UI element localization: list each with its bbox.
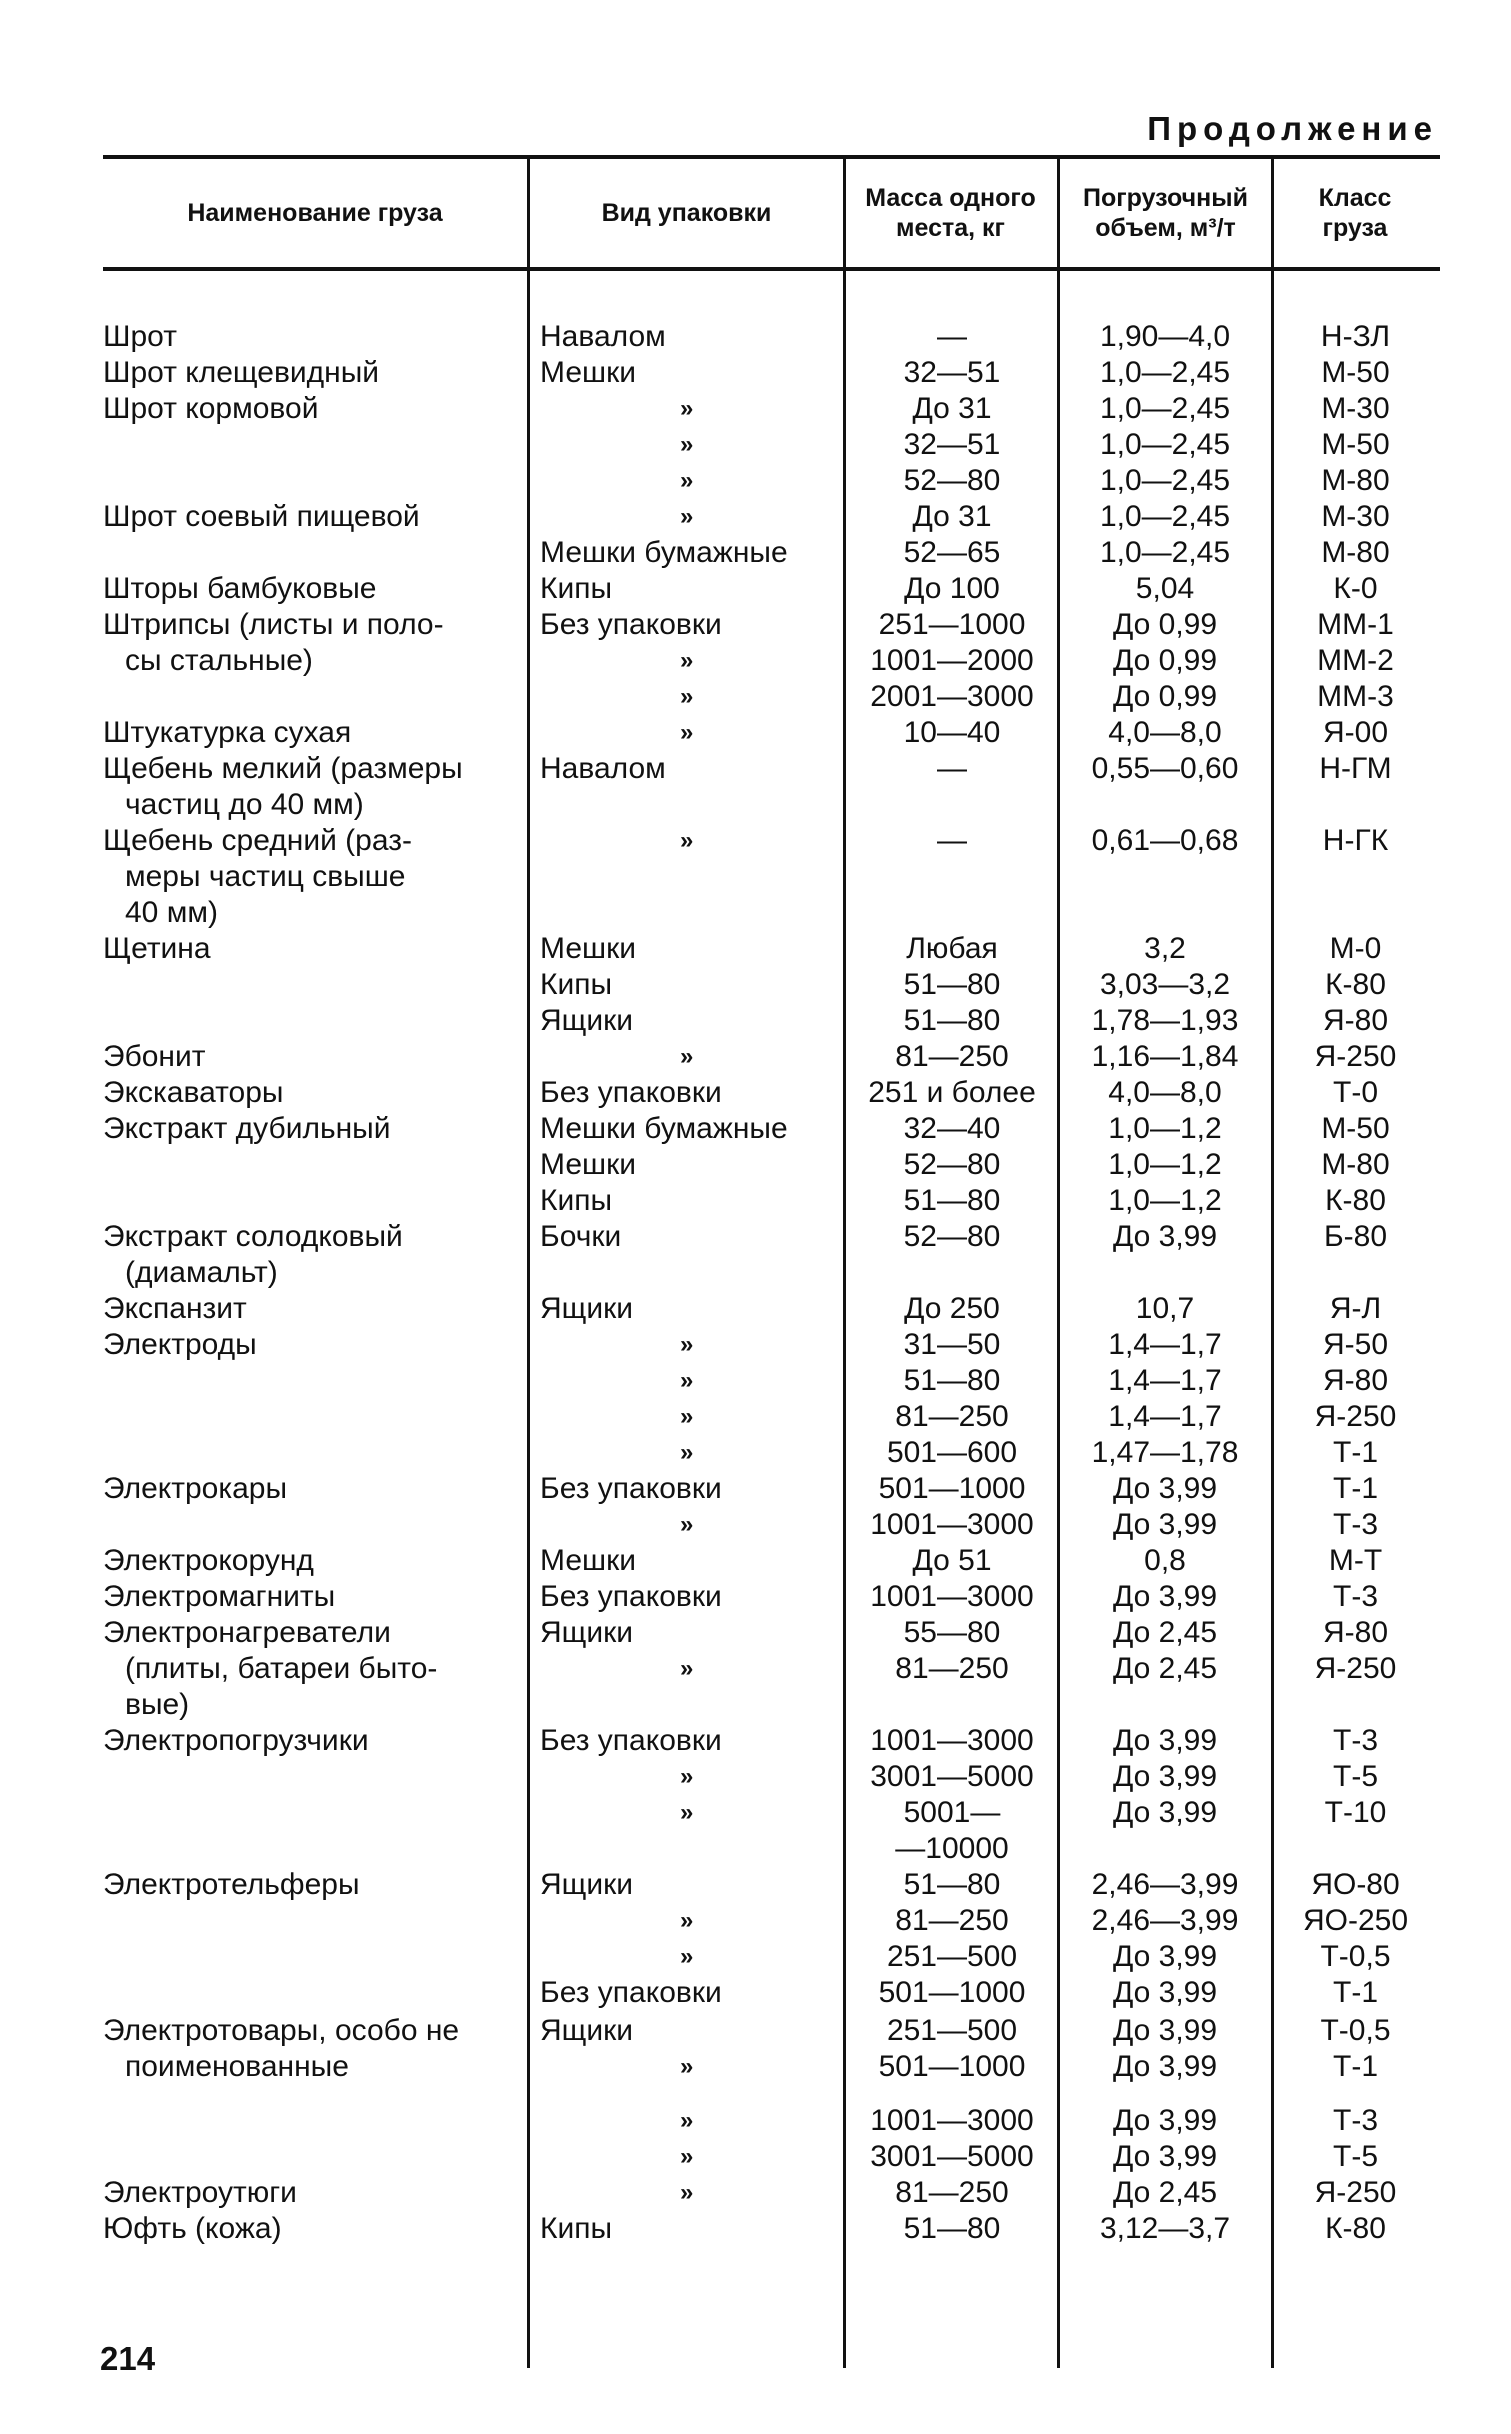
cell-class: М-80 [1321, 464, 1390, 497]
cell-class: Т-3 [1333, 2104, 1378, 2137]
cell-volume: До 3,99 [1112, 1580, 1218, 1613]
cell-class: М-30 [1321, 392, 1390, 425]
cell-pack: » [680, 827, 694, 854]
cell-volume: 1,0—2,45 [1099, 536, 1231, 569]
cell-class: ММ-3 [1317, 680, 1394, 713]
cell-name: сы стальные) [125, 644, 313, 677]
cell-pack: » [680, 1655, 694, 1682]
cell-name: Электромагниты [103, 1580, 336, 1613]
cell-mass: 501—600 [886, 1436, 1018, 1469]
cell-volume: 1,4—1,7 [1108, 1364, 1222, 1397]
cell-pack: Кипы [540, 1184, 613, 1217]
cell-pack: Без упаковки [540, 1472, 722, 1505]
cell-class: Т-0 [1333, 1076, 1378, 1109]
cell-volume: 1,0—1,2 [1108, 1148, 1222, 1181]
cell-mass: 1001—3000 [870, 1508, 1034, 1541]
cell-name: Шрот кормовой [103, 392, 319, 425]
cell-class: М-50 [1321, 1112, 1390, 1145]
cell-mass: 81—250 [895, 1904, 1009, 1937]
cell-pack: Без упаковки [540, 1976, 722, 2009]
cell-pack: » [680, 1043, 694, 1070]
cell-mass: 5001— [903, 1796, 1001, 1829]
cell-volume: 4,0—8,0 [1108, 1076, 1222, 1109]
cell-pack: Кипы [540, 572, 613, 605]
cell-volume: 1,0—2,45 [1099, 356, 1231, 389]
cell-volume: 1,0—2,45 [1099, 392, 1231, 425]
cell-class: Н-ГК [1322, 824, 1389, 857]
cell-name: 40 мм) [125, 896, 218, 929]
cell-name [103, 679, 508, 715]
cell-name: Шторы бамбуковые [103, 572, 377, 605]
cell-class [1273, 787, 1438, 823]
cell-name: вые) [125, 1688, 190, 1721]
cell-name: Электронагреватели [103, 1616, 391, 1649]
cell-name [103, 427, 508, 463]
cell-mass: 501—1000 [878, 2050, 1026, 2083]
cell-pack [540, 1255, 845, 1291]
cell-class [1273, 859, 1438, 895]
cell-mass: 81—250 [895, 2176, 1009, 2209]
cell-name: Экстракт солодковый [103, 1220, 403, 1253]
column-divider [527, 158, 530, 2368]
cell-volume [1059, 859, 1271, 895]
cell-volume: До 0,99 [1112, 680, 1218, 713]
cell-volume: 3,12—3,7 [1099, 2212, 1231, 2245]
cell-mass: 1001—3000 [870, 2104, 1034, 2137]
cell-name: поименованные [125, 2050, 349, 2083]
cell-pack: » [680, 1511, 694, 1538]
cell-volume: До 3,99 [1112, 1508, 1218, 1541]
header-bottom-rule [103, 267, 1440, 271]
cell-name [103, 1363, 508, 1399]
cell-name [103, 1507, 508, 1543]
cell-class: Я-250 [1314, 1652, 1397, 1685]
cell-class: М-80 [1321, 536, 1390, 569]
cell-mass: 251—500 [886, 1940, 1018, 1973]
cell-volume: 4,0—8,0 [1108, 716, 1222, 749]
cell-name: Электротовары, особо не [103, 2014, 460, 2047]
cell-volume: 1,0—2,45 [1099, 428, 1231, 461]
cell-pack: Мешки [540, 356, 636, 389]
cell-name: Электрокорунд [103, 1544, 314, 1577]
cell-class: Т-0,5 [1320, 2014, 1391, 2047]
cell-mass: До 31 [912, 392, 992, 425]
cell-class: М-Т [1328, 1544, 1383, 1577]
cell-volume: 1,4—1,7 [1108, 1328, 1222, 1361]
cell-mass [846, 859, 1058, 895]
cell-mass: — [937, 824, 967, 857]
cell-name: Экспанзит [103, 1292, 247, 1325]
cell-class: К-80 [1325, 2212, 1386, 2245]
cell-name: Электроутюги [103, 2176, 297, 2209]
cell-pack: » [680, 2143, 694, 2170]
cell-mass: 251—1000 [878, 608, 1026, 641]
cell-name [103, 967, 508, 1003]
cell-mass: 52—80 [903, 464, 1001, 497]
cell-pack: » [680, 2107, 694, 2134]
cell-name: Юфть (кожа) [103, 2212, 282, 2245]
cell-pack: » [680, 467, 694, 494]
cell-volume [1059, 1255, 1271, 1291]
cell-volume: До 3,99 [1112, 2140, 1218, 2173]
cell-pack [540, 895, 845, 931]
cell-pack: » [680, 719, 694, 746]
table-top-rule [103, 155, 1440, 159]
cell-mass: 52—80 [903, 1148, 1001, 1181]
cell-pack: » [680, 503, 694, 530]
cell-pack: » [680, 1367, 694, 1394]
cell-name [103, 1399, 508, 1435]
cell-class: М-30 [1321, 500, 1390, 533]
cell-name: меры частиц свыше [125, 860, 406, 893]
cell-pack: » [680, 2179, 694, 2206]
cell-volume: До 0,99 [1112, 644, 1218, 677]
cell-mass: 55—80 [903, 1616, 1001, 1649]
cell-volume: 1,0—1,2 [1108, 1112, 1222, 1145]
cell-name [103, 2103, 508, 2139]
cell-volume: До 3,99 [1112, 1220, 1218, 1253]
cell-mass [846, 1255, 1058, 1291]
cell-name: Экстракт дубильный [103, 1112, 391, 1145]
cell-name [103, 1903, 508, 1939]
cell-class: Н-ЗЛ [1320, 320, 1391, 353]
cell-mass: 32—51 [903, 428, 1001, 461]
cell-name: Шрот клещевидный [103, 356, 380, 389]
cell-pack: Без упаковки [540, 1580, 722, 1613]
cell-class [1273, 1255, 1438, 1291]
cell-name: Щебень средний (раз- [103, 824, 412, 857]
cell-volume: 1,78—1,93 [1091, 1004, 1239, 1037]
cell-class: К-80 [1325, 1184, 1386, 1217]
cell-pack: Мешки бумажные [540, 1112, 788, 1145]
header-mass: Масса одного места, кг [865, 184, 1036, 242]
cell-volume: До 3,99 [1112, 1976, 1218, 2009]
cell-volume: 2,46—3,99 [1091, 1904, 1239, 1937]
cell-class [1273, 1687, 1438, 1723]
cell-mass: 52—65 [903, 536, 1001, 569]
cell-mass: До 100 [904, 572, 1000, 605]
cell-pack: Ящики [540, 1616, 633, 1649]
cell-name: Электроды [103, 1328, 257, 1361]
cell-class: Т-3 [1333, 1580, 1378, 1613]
cell-pack: Без упаковки [540, 1076, 722, 1109]
cell-class: Т-5 [1333, 1760, 1378, 1793]
cell-pack [540, 787, 845, 823]
cell-mass: 51—80 [903, 968, 1001, 1001]
cell-name [103, 1183, 508, 1219]
cell-volume: 0,61—0,68 [1091, 824, 1239, 857]
cell-name [103, 2139, 508, 2175]
cell-pack: Ящики [540, 2014, 633, 2047]
cell-volume: До 2,45 [1112, 1616, 1218, 1649]
cell-class: Я-80 [1322, 1616, 1389, 1649]
cell-volume: 1,0—2,45 [1099, 464, 1231, 497]
cell-mass: Любая [906, 932, 998, 965]
cell-volume [1059, 1831, 1271, 1867]
cell-volume: До 3,99 [1112, 1760, 1218, 1793]
cell-volume: 1,0—2,45 [1099, 500, 1231, 533]
cell-mass: 3001—5000 [870, 2140, 1034, 2173]
cell-class: М-80 [1321, 1148, 1390, 1181]
cell-name [103, 1759, 508, 1795]
cell-mass: 32—40 [903, 1112, 1001, 1145]
cell-mass: 31—50 [903, 1328, 1001, 1361]
cell-name [103, 1003, 508, 1039]
cell-volume: 0,55—0,60 [1091, 752, 1239, 785]
cell-pack: » [680, 1907, 694, 1934]
cell-name [103, 1975, 508, 2011]
cell-class: Я-Л [1329, 1292, 1382, 1325]
cell-name: (плиты, батареи быто- [125, 1652, 438, 1685]
cell-pack: Ящики [540, 1004, 633, 1037]
cell-pack: Ящики [540, 1292, 633, 1325]
cell-name: Электротельферы [103, 1868, 360, 1901]
cell-class: Т-1 [1333, 2050, 1378, 2083]
cell-mass: 251 и более [868, 1076, 1036, 1109]
cell-name [103, 1831, 508, 1867]
cell-class: М-0 [1329, 932, 1382, 965]
cell-name: Щетина [103, 932, 211, 965]
cell-class: К-80 [1325, 968, 1386, 1001]
cell-mass: 51—80 [903, 1004, 1001, 1037]
cell-volume: До 3,99 [1112, 1472, 1218, 1505]
cell-volume: 5,04 [1135, 572, 1195, 605]
cell-pack: » [680, 647, 694, 674]
cell-class: Б-80 [1323, 1220, 1388, 1253]
cell-class: Я-250 [1314, 1040, 1397, 1073]
cell-class: Т-3 [1333, 1508, 1378, 1541]
cell-pack: » [680, 1799, 694, 1826]
cell-pack: Бочки [540, 1220, 622, 1253]
cell-pack: Без упаковки [540, 608, 722, 641]
cell-pack: » [680, 2053, 694, 2080]
cell-mass: 51—80 [903, 1364, 1001, 1397]
cell-name: Экскаваторы [103, 1076, 284, 1109]
cell-pack: » [680, 683, 694, 710]
header-volume: Погрузочный объем, м³/т [1083, 184, 1248, 242]
cell-volume: 2,46—3,99 [1091, 1868, 1239, 1901]
cell-class [1273, 895, 1438, 931]
cell-volume: До 3,99 [1112, 2104, 1218, 2137]
cell-pack: Кипы [540, 2212, 613, 2245]
cell-class: Я-250 [1314, 1400, 1397, 1433]
cell-name [103, 1795, 508, 1831]
cell-class: ММ-1 [1317, 608, 1394, 641]
header-name: Наименование груза [187, 199, 443, 227]
cell-volume: До 3,99 [1112, 1724, 1218, 1757]
cell-mass: 1001—3000 [870, 1724, 1034, 1757]
cell-pack: Мешки [540, 1544, 636, 1577]
cell-volume: До 3,99 [1112, 1796, 1218, 1829]
cell-mass [846, 895, 1058, 931]
cell-mass: 52—80 [903, 1220, 1001, 1253]
cell-name: Штрипсы (листы и поло- [103, 608, 444, 641]
cell-mass: — [937, 752, 967, 785]
cell-mass: 1001—2000 [870, 644, 1034, 677]
cell-mass: 3001—5000 [870, 1760, 1034, 1793]
cell-class [1273, 1831, 1438, 1867]
cell-volume: 1,47—1,78 [1091, 1436, 1239, 1469]
cell-pack: » [680, 395, 694, 422]
cell-class: ЯО-80 [1311, 1868, 1400, 1901]
cell-class: Н-ГМ [1319, 752, 1392, 785]
cell-volume: До 3,99 [1112, 2014, 1218, 2047]
cell-class: Т-1 [1333, 1472, 1378, 1505]
cell-class: Т-5 [1333, 2140, 1378, 2173]
cell-pack: » [680, 1439, 694, 1466]
cell-pack: » [680, 1403, 694, 1430]
cell-name [103, 1435, 508, 1471]
cell-mass: 2001—3000 [870, 680, 1034, 713]
cell-volume: 10,7 [1135, 1292, 1195, 1325]
cell-volume [1059, 787, 1271, 823]
cell-name [103, 463, 508, 499]
cell-name: Эбонит [103, 1040, 206, 1073]
cell-volume: 3,2 [1144, 932, 1186, 965]
cell-pack [540, 859, 845, 895]
cell-class: М-50 [1321, 356, 1390, 389]
cell-name [103, 1939, 508, 1975]
cell-volume: 1,4—1,7 [1108, 1400, 1222, 1433]
cell-volume: До 2,45 [1112, 2176, 1218, 2209]
cell-pack: Без упаковки [540, 1724, 722, 1757]
cell-pack: Ящики [540, 1868, 633, 1901]
cell-class: Т-1 [1333, 1436, 1378, 1469]
cell-pack: Мешки бумажные [540, 536, 788, 569]
cell-mass [846, 787, 1058, 823]
cell-mass: 81—250 [895, 1400, 1009, 1433]
cell-volume: До 3,99 [1112, 2050, 1218, 2083]
cell-volume: До 0,99 [1112, 608, 1218, 641]
cell-name: Щебень мелкий (размеры [103, 752, 463, 785]
header-pack: Вид упаковки [601, 199, 772, 227]
cell-class: М-50 [1321, 428, 1390, 461]
cell-pack: » [680, 1763, 694, 1790]
page-number: 214 [100, 2340, 156, 2377]
cell-name: (диамальт) [125, 1256, 278, 1289]
cell-pack: » [680, 1331, 694, 1358]
cell-name: частиц до 40 мм) [125, 788, 364, 821]
header-class: Класс груза [1318, 184, 1392, 242]
cell-class: Т-10 [1324, 1796, 1387, 1829]
cell-mass: До 31 [912, 500, 992, 533]
cell-pack [540, 1831, 845, 1867]
continuation-label: Продолжение [1147, 110, 1438, 147]
cell-volume [1059, 895, 1271, 931]
cell-name [103, 1147, 508, 1183]
cell-pack [540, 1687, 845, 1723]
cell-class: Я-00 [1322, 716, 1389, 749]
cell-name [103, 535, 508, 571]
cell-class: Я-50 [1322, 1328, 1389, 1361]
cell-class: Я-80 [1322, 1364, 1389, 1397]
cell-class: Т-1 [1333, 1976, 1378, 2009]
cell-pack: » [680, 431, 694, 458]
cell-class: Я-80 [1322, 1004, 1389, 1037]
cell-class: Я-250 [1314, 2176, 1397, 2209]
cell-mass [846, 1687, 1058, 1723]
cell-volume: До 3,99 [1112, 1940, 1218, 1973]
cell-volume: 1,16—1,84 [1091, 1040, 1239, 1073]
cell-mass: 81—250 [895, 1040, 1009, 1073]
cell-pack: Кипы [540, 968, 613, 1001]
cell-mass: 10—40 [903, 716, 1001, 749]
cell-name: Шрот соевый пищевой [103, 500, 420, 533]
cell-class: ЯО-250 [1302, 1904, 1409, 1937]
cell-class: Т-3 [1333, 1724, 1378, 1757]
cell-mass: —10000 [895, 1832, 1009, 1865]
cell-pack: » [680, 1943, 694, 1970]
cell-class: К-0 [1333, 572, 1378, 605]
cell-mass: — [937, 320, 967, 353]
cell-mass: 501—1000 [878, 1472, 1026, 1505]
cell-name: Штукатурка сухая [103, 716, 352, 749]
cell-class: ММ-2 [1317, 644, 1394, 677]
cell-volume: До 2,45 [1112, 1652, 1218, 1685]
cell-volume: 3,03—3,2 [1099, 968, 1231, 1001]
cell-pack: Навалом [540, 320, 666, 353]
cell-volume: 1,90—4,0 [1099, 320, 1231, 353]
cell-name: Электропогрузчики [103, 1724, 369, 1757]
cell-mass: 81—250 [895, 1652, 1009, 1685]
cell-class: Т-0,5 [1320, 1940, 1391, 1973]
cell-mass: До 250 [904, 1292, 1000, 1325]
cell-mass: 51—80 [903, 2212, 1001, 2245]
cell-mass: 1001—3000 [870, 1580, 1034, 1613]
cell-volume [1059, 1687, 1271, 1723]
cell-pack: Мешки [540, 932, 636, 965]
cell-mass: 501—1000 [878, 1976, 1026, 2009]
cell-pack: Навалом [540, 752, 666, 785]
cell-mass: 51—80 [903, 1868, 1001, 1901]
cell-name: Электрокары [103, 1472, 288, 1505]
cell-mass: 51—80 [903, 1184, 1001, 1217]
cell-mass: 32—51 [903, 356, 1001, 389]
cell-mass: 251—500 [886, 2014, 1018, 2047]
cell-mass: До 51 [912, 1544, 992, 1577]
cell-volume: 0,8 [1144, 1544, 1186, 1577]
cell-volume: 1,0—1,2 [1108, 1184, 1222, 1217]
cell-pack: Мешки [540, 1148, 636, 1181]
cell-name: Шрот [103, 320, 177, 353]
